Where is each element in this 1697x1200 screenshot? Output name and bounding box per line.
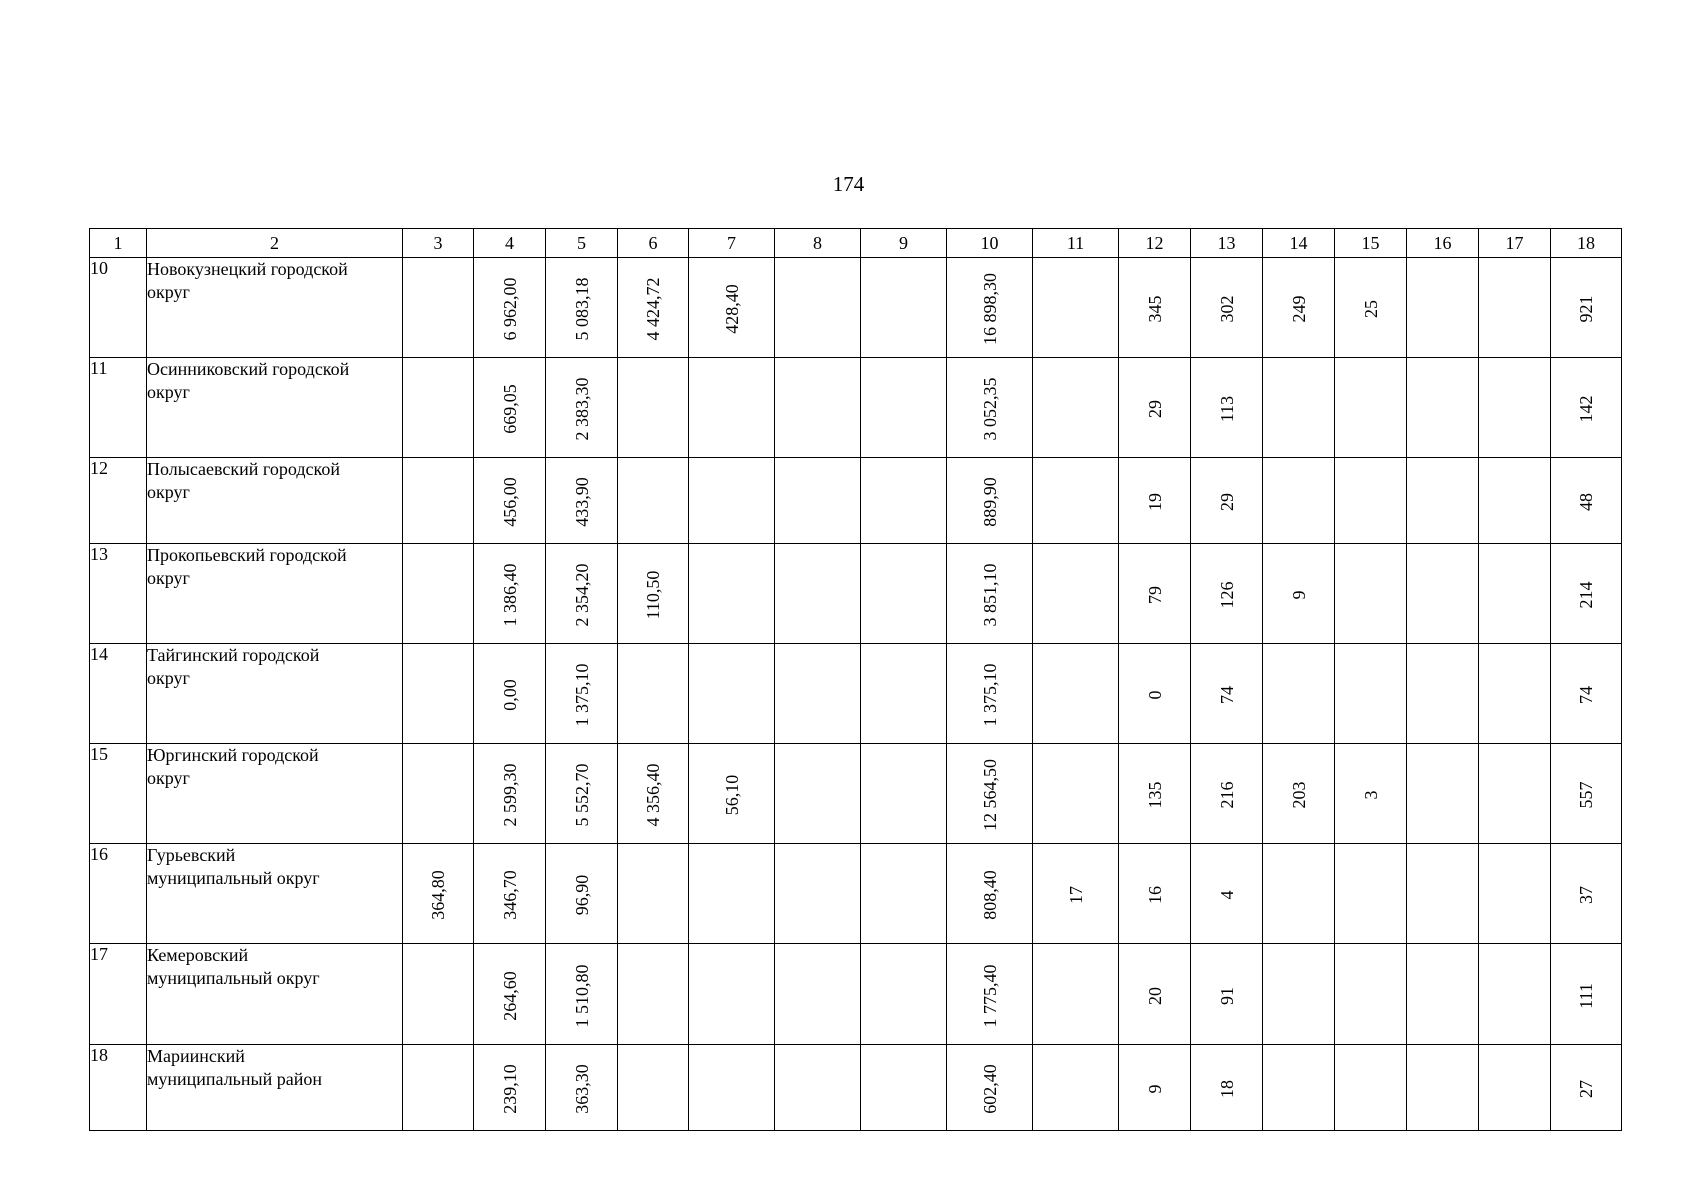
cell-value: 433,90 xyxy=(571,477,592,527)
cell-col-7 xyxy=(689,844,775,944)
cell-col-7 xyxy=(689,544,775,644)
row-number: 17 xyxy=(90,944,147,1045)
municipality-name-line: Мариинский xyxy=(147,1046,245,1066)
cell-col-8 xyxy=(775,744,861,844)
cell-value: 428,40 xyxy=(721,284,742,335)
cell-value: 6 962,00 xyxy=(499,277,520,341)
cell-col-16 xyxy=(1407,944,1479,1045)
cell-col-8 xyxy=(775,844,861,944)
cell-value: 5 552,70 xyxy=(571,763,592,827)
cell-col-17 xyxy=(1479,358,1551,458)
cell-value: 111 xyxy=(1576,983,1596,1009)
cell-col-5 xyxy=(546,544,618,644)
cell-col-11 xyxy=(1033,844,1119,944)
cell-col-17 xyxy=(1479,644,1551,744)
municipality-name xyxy=(147,258,403,358)
municipality-name xyxy=(147,644,403,744)
cell-value: 19 xyxy=(1144,493,1165,512)
cell-col-11 xyxy=(1033,744,1119,844)
cell-col-15 xyxy=(1335,844,1407,944)
cell-value: 2 599,30 xyxy=(499,763,520,827)
municipality-name-line: муниципальный округ xyxy=(147,868,320,888)
cell-value: 37 xyxy=(1576,886,1596,905)
municipality-name-line: Полысаевский городской xyxy=(147,459,340,479)
cell-col-11 xyxy=(1033,544,1119,644)
column-header-6: 6 xyxy=(618,229,689,258)
row-number: 10 xyxy=(90,258,147,358)
cell-col-12 xyxy=(1119,358,1191,458)
cell-col-6 xyxy=(618,844,689,944)
cell-col-12 xyxy=(1119,744,1191,844)
cell-value: 602,40 xyxy=(979,1064,1000,1114)
column-header-3: 3 xyxy=(403,229,474,258)
cell-value: 1 375,10 xyxy=(571,663,592,727)
cell-col-13 xyxy=(1191,844,1263,944)
cell-col-18 xyxy=(1551,744,1622,844)
cell-col-17 xyxy=(1479,744,1551,844)
cell-col-6 xyxy=(618,458,689,544)
row-number: 16 xyxy=(90,844,147,944)
cell-col-8 xyxy=(775,358,861,458)
cell-col-8 xyxy=(775,458,861,544)
cell-value: 345 xyxy=(1144,295,1165,323)
cell-col-15 xyxy=(1335,944,1407,1045)
cell-value: 1 386,40 xyxy=(499,563,520,627)
municipality-name xyxy=(147,944,403,1045)
cell-value: 3 851,10 xyxy=(979,563,1000,627)
cell-value: 0,00 xyxy=(499,679,520,712)
cell-col-8 xyxy=(775,258,861,358)
cell-value: 4 xyxy=(1216,890,1237,900)
table-row xyxy=(90,944,1622,1045)
cell-value: 74 xyxy=(1576,686,1596,705)
cell-value: 1 375,10 xyxy=(979,663,1000,727)
cell-col-15 xyxy=(1335,458,1407,544)
column-header-9: 9 xyxy=(861,229,947,258)
cell-value: 91 xyxy=(1216,987,1237,1005)
cell-col-10 xyxy=(947,544,1033,644)
cell-value: 0 xyxy=(1144,690,1165,700)
cell-col-12 xyxy=(1119,258,1191,358)
cell-col-9 xyxy=(861,744,947,844)
cell-col-4 xyxy=(474,358,546,458)
cell-col-10 xyxy=(947,744,1033,844)
column-header-12: 12 xyxy=(1119,229,1191,258)
cell-col-5 xyxy=(546,1045,618,1131)
municipality-name xyxy=(147,458,403,544)
cell-col-4 xyxy=(474,644,546,744)
cell-col-16 xyxy=(1407,844,1479,944)
cell-value: 239,10 xyxy=(499,1064,520,1114)
cell-col-14 xyxy=(1263,644,1335,744)
cell-col-3 xyxy=(403,258,474,358)
table-row xyxy=(90,258,1622,358)
cell-value: 346,70 xyxy=(499,870,520,921)
cell-col-9 xyxy=(861,844,947,944)
cell-col-4 xyxy=(474,1045,546,1131)
cell-col-9 xyxy=(861,544,947,644)
cell-col-3 xyxy=(403,844,474,944)
cell-value: 9 xyxy=(1144,1084,1165,1094)
cell-col-6 xyxy=(618,1045,689,1131)
cell-col-8 xyxy=(775,944,861,1045)
cell-col-13 xyxy=(1191,944,1263,1045)
table-row xyxy=(90,358,1622,458)
cell-col-12 xyxy=(1119,644,1191,744)
cell-value: 20 xyxy=(1144,987,1165,1005)
row-number: 11 xyxy=(90,358,147,458)
cell-value: 557 xyxy=(1576,781,1596,809)
cell-value: 74 xyxy=(1216,686,1237,705)
cell-value: 669,05 xyxy=(499,384,520,435)
cell-col-13 xyxy=(1191,544,1263,644)
table-row xyxy=(90,744,1622,844)
row-number: 13 xyxy=(90,544,147,644)
cell-col-5 xyxy=(546,944,618,1045)
table-row xyxy=(90,458,1622,544)
cell-value: 16 xyxy=(1144,886,1165,905)
municipality-name-line: округ xyxy=(147,568,190,588)
cell-value: 808,40 xyxy=(979,870,1000,921)
cell-value: 9 xyxy=(1288,590,1309,600)
cell-col-18 xyxy=(1551,644,1622,744)
cell-col-18 xyxy=(1551,944,1622,1045)
cell-col-9 xyxy=(861,944,947,1045)
cell-col-16 xyxy=(1407,644,1479,744)
cell-col-17 xyxy=(1479,258,1551,358)
cell-col-12 xyxy=(1119,544,1191,644)
cell-col-10 xyxy=(947,844,1033,944)
cell-value: 2 354,20 xyxy=(571,563,592,627)
cell-col-14 xyxy=(1263,844,1335,944)
cell-value: 216 xyxy=(1216,781,1237,809)
column-header-8: 8 xyxy=(775,229,861,258)
cell-col-10 xyxy=(947,1045,1033,1131)
cell-col-12 xyxy=(1119,1045,1191,1131)
cell-col-16 xyxy=(1407,1045,1479,1131)
municipality-name xyxy=(147,744,403,844)
cell-value: 135 xyxy=(1144,781,1165,809)
cell-value: 17 xyxy=(1065,886,1086,905)
cell-col-3 xyxy=(403,358,474,458)
table-row xyxy=(90,544,1622,644)
cell-col-9 xyxy=(861,358,947,458)
cell-value: 25 xyxy=(1360,300,1381,319)
cell-col-3 xyxy=(403,544,474,644)
cell-value: 27 xyxy=(1576,1080,1596,1099)
cell-value: 4 356,40 xyxy=(643,763,663,827)
cell-col-6 xyxy=(618,744,689,844)
cell-col-13 xyxy=(1191,744,1263,844)
cell-value: 1 775,40 xyxy=(979,964,1000,1028)
cell-col-5 xyxy=(546,744,618,844)
municipality-name-line: округ xyxy=(147,768,190,788)
column-header-2: 2 xyxy=(147,229,403,258)
cell-col-16 xyxy=(1407,258,1479,358)
cell-col-11 xyxy=(1033,358,1119,458)
column-header-18: 18 xyxy=(1551,229,1622,258)
cell-col-3 xyxy=(403,744,474,844)
cell-col-10 xyxy=(947,258,1033,358)
column-header-10: 10 xyxy=(947,229,1033,258)
cell-col-5 xyxy=(546,458,618,544)
cell-col-6 xyxy=(618,258,689,358)
cell-col-9 xyxy=(861,644,947,744)
municipality-name-line: Кемеровский xyxy=(147,945,249,965)
cell-value: 363,30 xyxy=(571,1064,592,1114)
cell-col-10 xyxy=(947,458,1033,544)
page-number: 174 xyxy=(832,172,865,196)
municipality-name xyxy=(147,844,403,944)
cell-col-15 xyxy=(1335,644,1407,744)
municipality-name-line: округ xyxy=(147,668,190,688)
cell-value: 203 xyxy=(1288,781,1309,809)
cell-value: 5 083,18 xyxy=(571,277,592,341)
municipality-name-line: Юргинский городской xyxy=(147,745,319,765)
cell-col-8 xyxy=(775,544,861,644)
cell-col-5 xyxy=(546,644,618,744)
cell-value: 302 xyxy=(1216,295,1237,323)
cell-col-13 xyxy=(1191,1045,1263,1131)
table-row xyxy=(90,844,1622,944)
cell-col-12 xyxy=(1119,944,1191,1045)
column-header-7: 7 xyxy=(689,229,775,258)
municipality-name xyxy=(147,358,403,458)
cell-value: 12 564,50 xyxy=(979,759,1000,832)
cell-col-9 xyxy=(861,1045,947,1131)
cell-col-16 xyxy=(1407,458,1479,544)
row-number: 12 xyxy=(90,458,147,544)
cell-col-10 xyxy=(947,644,1033,744)
cell-col-5 xyxy=(546,358,618,458)
cell-col-6 xyxy=(618,544,689,644)
municipality-name-line: муниципальный район xyxy=(147,1069,323,1089)
cell-value: 113 xyxy=(1216,396,1237,423)
column-header-11: 11 xyxy=(1033,229,1119,258)
cell-col-12 xyxy=(1119,458,1191,544)
column-header-14: 14 xyxy=(1263,229,1335,258)
cell-col-14 xyxy=(1263,544,1335,644)
cell-col-17 xyxy=(1479,1045,1551,1131)
column-header-13: 13 xyxy=(1191,229,1263,258)
municipality-name-line: округ xyxy=(147,482,190,502)
cell-col-16 xyxy=(1407,744,1479,844)
cell-col-15 xyxy=(1335,258,1407,358)
cell-value: 1 510,80 xyxy=(571,964,592,1028)
cell-value: 29 xyxy=(1216,493,1237,512)
cell-value: 29 xyxy=(1144,400,1165,419)
table-row xyxy=(90,1045,1622,1131)
cell-col-16 xyxy=(1407,358,1479,458)
cell-value: 3 xyxy=(1360,790,1381,800)
cell-col-15 xyxy=(1335,1045,1407,1131)
cell-value: 48 xyxy=(1576,493,1596,512)
cell-value: 16 898,30 xyxy=(979,273,1000,346)
cell-col-6 xyxy=(618,358,689,458)
cell-col-3 xyxy=(403,644,474,744)
column-header-5: 5 xyxy=(546,229,618,258)
cell-col-4 xyxy=(474,844,546,944)
cell-col-3 xyxy=(403,1045,474,1131)
column-header-15: 15 xyxy=(1335,229,1407,258)
cell-col-7 xyxy=(689,744,775,844)
cell-col-13 xyxy=(1191,258,1263,358)
cell-value: 18 xyxy=(1216,1080,1237,1099)
cell-col-11 xyxy=(1033,258,1119,358)
cell-col-14 xyxy=(1263,258,1335,358)
cell-col-4 xyxy=(474,544,546,644)
cell-col-17 xyxy=(1479,844,1551,944)
cell-col-18 xyxy=(1551,544,1622,644)
cell-col-18 xyxy=(1551,358,1622,458)
cell-col-14 xyxy=(1263,458,1335,544)
cell-col-11 xyxy=(1033,644,1119,744)
cell-col-15 xyxy=(1335,358,1407,458)
municipality-name-line: округ xyxy=(147,282,190,302)
cell-col-18 xyxy=(1551,258,1622,358)
municipality-name-line: Прокопьевский городской xyxy=(147,545,347,565)
cell-col-17 xyxy=(1479,944,1551,1045)
cell-col-7 xyxy=(689,1045,775,1131)
cell-value: 4 424,72 xyxy=(643,277,663,341)
row-number: 14 xyxy=(90,644,147,744)
cell-value: 264,60 xyxy=(499,971,520,1021)
cell-value: 126 xyxy=(1216,581,1237,609)
municipality-name-line: округ xyxy=(147,382,190,402)
cell-col-9 xyxy=(861,458,947,544)
cell-col-4 xyxy=(474,744,546,844)
cell-col-6 xyxy=(618,944,689,1045)
cell-col-14 xyxy=(1263,944,1335,1045)
cell-value: 110,50 xyxy=(643,571,663,620)
cell-col-7 xyxy=(689,458,775,544)
cell-value: 921 xyxy=(1576,295,1596,323)
cell-col-15 xyxy=(1335,744,1407,844)
cell-col-11 xyxy=(1033,944,1119,1045)
cell-col-7 xyxy=(689,944,775,1045)
row-number: 15 xyxy=(90,744,147,844)
cell-col-3 xyxy=(403,944,474,1045)
municipality-name-line: Тайгинский городской xyxy=(147,645,320,665)
cell-value: 142 xyxy=(1576,395,1596,423)
cell-col-11 xyxy=(1033,458,1119,544)
cell-col-4 xyxy=(474,944,546,1045)
column-header-4: 4 xyxy=(474,229,546,258)
cell-col-9 xyxy=(861,258,947,358)
cell-col-18 xyxy=(1551,844,1622,944)
table-row xyxy=(90,644,1622,744)
cell-value: 249 xyxy=(1288,295,1309,323)
cell-col-18 xyxy=(1551,458,1622,544)
cell-value: 889,90 xyxy=(979,477,1000,527)
column-header-17: 17 xyxy=(1479,229,1551,258)
cell-col-12 xyxy=(1119,844,1191,944)
cell-col-3 xyxy=(403,458,474,544)
cell-col-10 xyxy=(947,358,1033,458)
cell-value: 2 383,30 xyxy=(571,377,592,441)
cell-value: 56,10 xyxy=(721,775,742,816)
cell-col-15 xyxy=(1335,544,1407,644)
cell-col-7 xyxy=(689,358,775,458)
cell-col-16 xyxy=(1407,544,1479,644)
cell-col-8 xyxy=(775,1045,861,1131)
cell-col-17 xyxy=(1479,544,1551,644)
cell-col-13 xyxy=(1191,644,1263,744)
cell-col-10 xyxy=(947,944,1033,1045)
cell-value: 3 052,35 xyxy=(979,377,1000,441)
cell-value: 96,90 xyxy=(571,875,592,916)
cell-col-7 xyxy=(689,644,775,744)
data-table xyxy=(89,228,1622,1131)
cell-col-18 xyxy=(1551,1045,1622,1131)
header-row xyxy=(90,229,1622,258)
municipality-name-line: Гурьевский xyxy=(147,845,236,865)
cell-col-4 xyxy=(474,458,546,544)
municipality-name-line: муниципальный округ xyxy=(147,968,320,988)
cell-col-8 xyxy=(775,644,861,744)
row-number: 18 xyxy=(90,1045,147,1131)
column-header-16: 16 xyxy=(1407,229,1479,258)
column-header-1: 1 xyxy=(90,229,147,258)
cell-col-7 xyxy=(689,258,775,358)
cell-col-13 xyxy=(1191,358,1263,458)
cell-col-5 xyxy=(546,844,618,944)
cell-col-4 xyxy=(474,258,546,358)
cell-col-14 xyxy=(1263,358,1335,458)
municipality-name-line: Новокузнецкий городской xyxy=(147,259,348,279)
cell-col-17 xyxy=(1479,458,1551,544)
municipality-name-line: Осинниковский городской xyxy=(147,359,350,379)
cell-value: 214 xyxy=(1576,581,1596,609)
cell-col-11 xyxy=(1033,1045,1119,1131)
municipality-name xyxy=(147,1045,403,1131)
cell-col-14 xyxy=(1263,744,1335,844)
cell-value: 364,80 xyxy=(428,870,448,921)
municipality-name xyxy=(147,544,403,644)
cell-value: 79 xyxy=(1144,586,1165,605)
cell-col-5 xyxy=(546,258,618,358)
cell-value: 456,00 xyxy=(499,477,520,527)
cell-col-14 xyxy=(1263,1045,1335,1131)
cell-col-6 xyxy=(618,644,689,744)
cell-col-13 xyxy=(1191,458,1263,544)
